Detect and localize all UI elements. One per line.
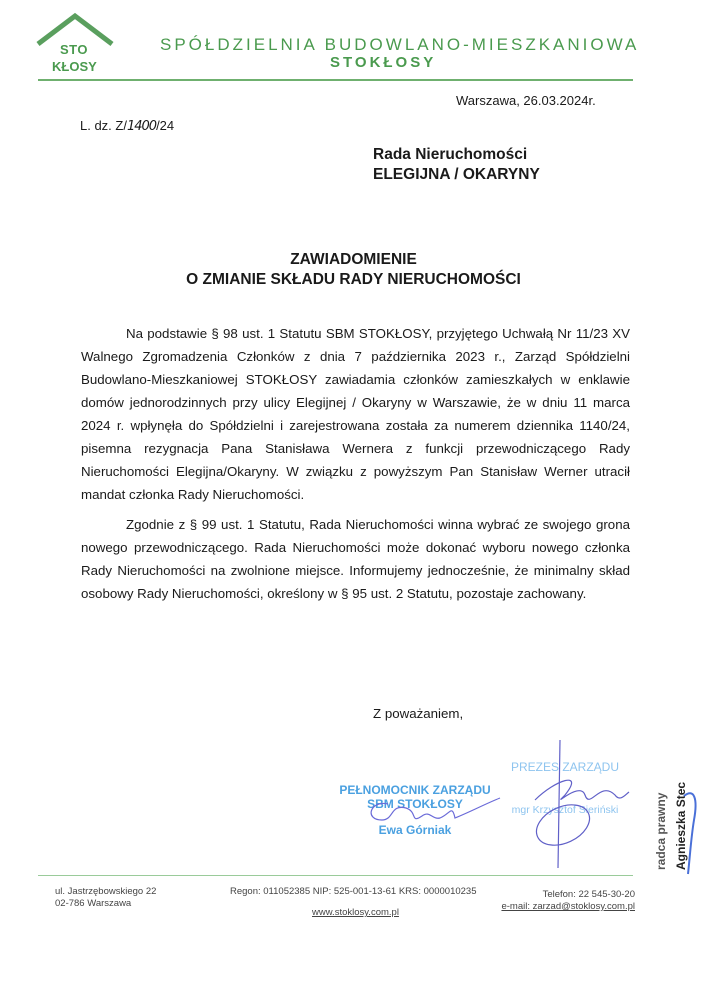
letter-body [81,322,630,612]
paragraph-1: Na podstawie § 98 ust. 1 Statutu SBM STOKŁOSY, przyjętego Uchwałą Nr 11/23 XV Walnego Zgromadzenia Członków z dnia 7 października 2023 r., Zarząd Spółdzielni Budowlano-Mieszkaniowej STOKŁOSY zawiadamia członków zamieszkałych w enklawie domów jednorodzinnych przy ulicy Elegijnej / Okaryny w Warszawie, że w dniu 11 marca 2024 r. wpłynęła do Spółdzielni i zarejestrowana została za numerem dziennika 1140/24, pisemna rezygnacja Pana Stanisława Wernera z funkcji przewodniczącego Rady Nieruchomości Elegijna/Okaryny. W związku z powyższym Pan Stanisław Werner utracił mandat członka Rady Nieruchomości. [81,326,630,502]
closing-salutation: Z poważaniem, [373,706,464,721]
president-stamp [505,760,625,816]
proxy-stamp-line2: SBM STOKŁOSY [367,797,463,811]
reference-suffix: /24 [156,118,175,133]
president-stamp-line2: mgr Krzysztof Sieriński [511,804,619,816]
org-name-short: STOKŁOSY [330,54,437,71]
footer-divider [38,875,633,876]
org-name: SPÓŁDZIELNIA BUDOWLANO-MIESZKANIOWA [160,35,640,54]
address-line1: ul. Jastrzębowskiego 22 [55,886,157,897]
legal-stamp-line2: Agnieszka Stec [674,781,688,870]
legal-stamp-line1: radca prawny [654,792,668,870]
title-line2: O ZMIANIE SKŁADU RADY NIERUCHOMOŚCI [186,271,521,288]
document-title [0,250,707,290]
footer-phone: Telefon: 22 545-30-20 [542,889,635,900]
paragraph-2: Zgodnie z § 99 ust. 1 Statutu, Rada Nieruchomości winna wybrać ze swojego grona nowego przewodniczącego. Rada Nieruchomości może dokonać wyboru nowego członka Rady Nieruchomości na zwolnione miejsce. Informujemy jednocześnie, że minimalny skład osobowy Rady Nieruchomości, określony w § 95 ust. 2 Statutu, pozostaje zachowany. [81,517,630,601]
legal-counsel-stamp [640,770,700,875]
recipient-block [373,145,540,185]
reference-prefix: L. dz. Z/ [80,118,127,133]
footer-registry: Regon: 011052385 NIP: 525-001-13-61 KRS: 0000010235 [230,886,477,897]
recipient-line1: Rada Nieruchomości [373,146,528,163]
address-line2: 02-786 Warszawa [55,898,132,909]
company-logo [30,12,120,82]
title-line1: ZAWIADOMIENIE [290,251,417,268]
footer-email-link[interactable]: e-mail: zarzad@stoklosy.com.pl [501,901,635,912]
president-stamp-line1: PREZES ZARZĄDU [510,760,619,774]
place-date: Warszawa, 26.03.2024r. [456,93,596,108]
proxy-stamp-name: Ewa Górniak [378,823,452,837]
footer-website-link[interactable]: www.stoklosy.com.pl [312,907,399,918]
proxy-stamp-line1: PEŁNOMOCNIK ZARZĄDU [339,783,491,797]
footer-address [55,886,156,910]
proxy-stamp [330,783,500,837]
reference-handwritten: 1400 [126,119,157,134]
recipient-line2: ELEGIJNA / OKARYNY [373,166,540,183]
reference-number [80,118,174,134]
logo-text-line2: KŁOSY [52,59,97,74]
logo-text-line1: STO [60,42,88,57]
header-divider [38,79,633,81]
